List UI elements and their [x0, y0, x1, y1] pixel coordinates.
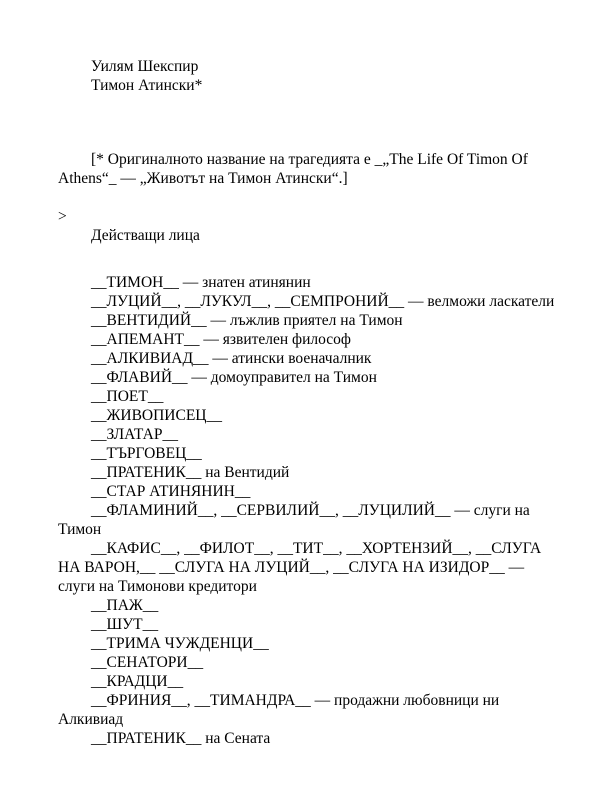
character-entry: __КРАДЦИ__ — [91, 673, 184, 690]
character-entry: __ПРАТЕНИК__ на Сената — [91, 730, 271, 747]
character-entry: __ВЕНТИДИЙ__ — лъжлив приятел на Тимон — [91, 312, 403, 329]
character-entry: __АЛКИВИАД__ — атински военачалник — [91, 350, 372, 367]
section-heading: Действащи лица — [91, 227, 200, 244]
character-entry: __ТЪРГОВЕЦ__ — [91, 445, 202, 462]
document-page — [58, 57, 558, 748]
character-entry: __ШУТ__ — [91, 616, 159, 633]
character-entry: __ЛУЦИЙ__, __ЛУКУЛ__, __СЕМПРОНИЙ__ — велможи ласкатели — [91, 293, 555, 310]
character-entry: __КАФИС__, __ФИЛОТ__, __ТИТ__, __ХОРТЕНЗИЙ__, __СЛУГА НА ВАРОН,__ __СЛУГА НА ЛУЦИЙ__, __СЛУГА НА ИЗИДОР__ — слуги на Тимонови кредитори — [58, 540, 546, 595]
separator-mark: > — [58, 208, 67, 225]
character-entry: __ТИМОН__ — знатен атинянин — [91, 274, 311, 291]
character-entry: __ФЛАВИЙ__ — домоуправител на Тимон — [91, 369, 377, 386]
character-entry: __ПРАТЕНИК__ на Вентидий — [91, 464, 290, 481]
title-footnote: [* Оригиналното название на трагедията е _„The Life Of Timon Of Athens“_ — „Животът на Тимон Атински“.] — [58, 151, 531, 187]
character-entry: __ФЛАМИНИЙ__, __СЕРВИЛИЙ__, __ЛУЦИЛИЙ__ — слуги на Тимон — [58, 502, 534, 538]
character-entry: __ПАЖ__ — [91, 597, 159, 614]
character-entry: __СЕНАТОРИ__ — [91, 654, 204, 671]
character-entry: __ПОЕТ__ — [91, 388, 164, 405]
character-entry: __ТРИМА ЧУЖДЕНЦИ__ — [91, 635, 269, 652]
character-entry: __ЗЛАТАР__ — [91, 426, 178, 443]
character-entry: __АПЕМАНТ__ — язвителен философ — [91, 331, 351, 348]
author-name: Уилям Шекспир — [91, 58, 199, 75]
character-list — [58, 273, 558, 748]
play-title: Тимон Атински* — [91, 77, 203, 94]
character-entry: __СТАР АТИНЯНИН__ — [91, 483, 251, 500]
character-entry: __ЖИВОПИСЕЦ__ — [91, 407, 223, 424]
character-entry: __ФРИНИЯ__, __ТИМАНДРА__ — продажни любовници ни Алкивиад — [58, 692, 504, 728]
